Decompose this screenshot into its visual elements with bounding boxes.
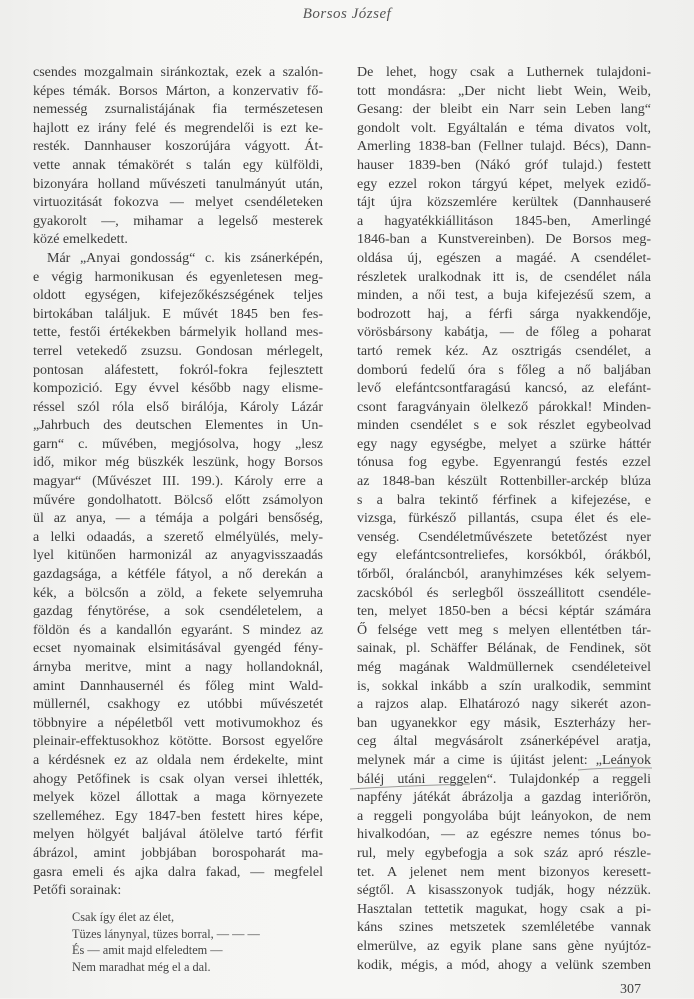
text-line: domború fedelű óra s főleg a nő baljában	[357, 362, 651, 378]
text-line: venség. Csendéletművészete betetőzést nyer	[357, 529, 651, 545]
text-line: ahogy Petőfinek is csak olyan versei ihlették,	[33, 771, 323, 787]
text-line: a lelki odaadás, a szerető elmélyülés, mely-	[33, 529, 323, 545]
text-line: közé emelkedett.	[33, 232, 128, 248]
text-line: melyek közel állottak a maga környezete	[33, 790, 323, 806]
text-line: melyen hölgyét baljával átölelve tartó férfit	[33, 827, 323, 843]
text-line: báléj utáni reggelen“. Tulajdonkép a reggeli	[357, 771, 651, 787]
text-line: pontosan aláfestett, fokról-fokra fejlesztett	[33, 362, 323, 378]
text-line: levő elefántcsontfaragású kancsó, az elefánt-	[357, 381, 651, 397]
poem-line: Csak így élet az élet,	[72, 910, 175, 924]
right-column	[357, 64, 651, 975]
text-line: a rajzos alap. Elhatározó nagy sikerét azon-	[357, 697, 651, 713]
text-line: hajlott ez irány felé és megrendelői is ezt ke-	[33, 120, 323, 136]
poem-line: És — amit majd elfeledtem —	[72, 943, 223, 958]
text-line: terrel vetekedő zsuzsu. Gondosan mérlegelt,	[33, 343, 323, 359]
text-line: is, sokkal inkább a szín uralkodik, semmint	[357, 678, 651, 694]
text-line: bodrozott haj, a férfi sárga nyakkendője,	[357, 306, 651, 322]
text-line: tartó remek kéz. Az osztrigás csendélet, a	[357, 343, 651, 359]
text-line: ten, melyet 1850-ben a bécsi képtár számára	[357, 604, 651, 620]
text-line: gondolt volt. Egyáltalán e téma divatos volt,	[357, 120, 651, 136]
text-line: gazdag fénytörése, a sok csendéletelem, a	[33, 604, 323, 620]
text-line: a hagyatékkiállitáson 1845-ben, Amerlingé	[357, 213, 651, 229]
text-line: ábrázol, amint jobbjában borospoharát ma-	[33, 845, 323, 861]
text-line: szelleméhez. Egy 1847-ben festett hires képe,	[33, 808, 323, 824]
text-line: Petőfi sorainak:	[33, 883, 122, 899]
text-line: tette, festői értékekben bármelyik holland mes-	[33, 325, 323, 341]
text-line: tet. A jelenet nem ment bizonyos keresett-	[357, 864, 651, 880]
text-line: ceg által megvásárolt zsánerképével aratja,	[357, 734, 651, 750]
text-line: művére gondolhatott. Bölcső előtt zsámolyon	[33, 492, 323, 508]
text-line: s a balra tekintő férfinek a kifejezése, e	[357, 492, 651, 508]
text-line: képes témák. Borsos Márton, a konzervativ fő-	[33, 83, 323, 99]
text-line: magyar“ (Művészet III. 199.). Károly erre a	[33, 474, 323, 490]
text-line: kodik, mégis, a mód, ahogy a velünk szemben	[357, 957, 651, 973]
text-line: „Jahrbuch des deutschen Elementes in Un-	[33, 418, 323, 434]
text-line: e végig harmonikusan és egyenletesen meg-	[33, 269, 323, 285]
text-line: oldása új, egészen a magáé. A csendélet-	[357, 250, 651, 266]
text-line: sainak, pl. Schäffer Bélának, de Fendinek, söt	[357, 641, 651, 657]
text-line: kompozició. Egy évvel később nagy elisme-	[33, 381, 323, 397]
left-column	[33, 64, 323, 901]
text-line: gasra emeli és ajka dalra fakad, — megfelel	[33, 864, 323, 880]
text-line: rul, mely egybefogja a sok száz apró részle-	[357, 845, 651, 861]
text-line: pleinair-effektusokhoz kötötte. Borsost egyelőre	[33, 734, 323, 750]
text-line: kék, a bölcsőn a zöld, a fekete selyemruha	[33, 585, 323, 601]
text-line: tájt újra közszemlére kerültek (Dannhauseré	[357, 195, 651, 211]
text-line: réssel szól róla első birálója, Károly Lázár	[33, 399, 323, 415]
text-line: árnyba meritve, mint a nagy hollandoknál,	[33, 660, 323, 675]
text-line: lyel kitünően harmonizál az anyagvisszaadás	[33, 548, 323, 564]
text-line: idő, mikor még büszkék leszünk, hogy Borsos	[33, 455, 323, 471]
text-line: az 1848-ban készült Rottenbiller-arckép blúza	[357, 474, 651, 490]
text-line: bizonyára holland művészeti tanulmányút után,	[33, 176, 323, 192]
text-line: Gesang: der bleibt ein Narr sein Leben lang“	[357, 102, 651, 118]
text-line: hauser 1839-ben (Nákó gróf tulajd.) festett	[357, 157, 651, 173]
text-line: még magának Waldmüllernek csendéleteivel	[357, 660, 651, 675]
text-line: amint Dannhausernél és főleg mint Wald-	[33, 678, 323, 694]
text-line: egy nagy egységbe, melyet a szürke háttér	[357, 436, 651, 452]
text-line: ül az anya, — a témája a polgári bensőség,	[33, 511, 323, 527]
text-line: többnyire a népéletből vett motivumokhoz és	[33, 715, 323, 731]
text-line: müllernél, csakhogy ez utóbbi művészetét	[33, 697, 323, 713]
text-line: birtokában találjuk. E művét 1845 ben fes-	[33, 306, 323, 322]
poem-line: Nem maradhat még el a dal.	[72, 959, 211, 974]
text-line: ségtől. A kisasszonyok tudják, hogy nézzük.	[357, 883, 651, 899]
text-line: a reggeli pongyolába bújt leányokon, de nem	[357, 808, 651, 824]
text-line: oldott egységen, kifejezőkészségének teljes	[33, 288, 323, 304]
text-line: garn“ c. művében, megjósolva, hogy „lesz	[33, 436, 323, 452]
text-line: vizsga, fürkésző pillantás, csupa élet és ele-	[357, 511, 651, 527]
text-line: csendes mozgalmain siránkoztak, ezek a szalón-	[33, 65, 323, 80]
text-line: ban ugyanekkor egy másik, Eszterházy her-	[357, 715, 651, 731]
text-line: nemesség zsurnalistájának fia természetesen	[33, 102, 323, 118]
text-line: Ő felsége vett meg s melyen ellentétben tár-	[357, 622, 651, 638]
page-number: 307	[620, 982, 641, 997]
text-line: gazdagsága, a kétféle fátyol, a nő derekán a	[33, 567, 323, 583]
text-line: elmerülve, az egyik plane sans gène nyújtóz-	[357, 938, 651, 954]
text-line: földön és a kandallón egyaránt. S mindez az	[33, 622, 323, 638]
text-line: vörösbársony kabátja, — de főleg a poharat	[357, 325, 651, 341]
text-line: De lehet, hogy csak a Luthernek tulajdoni-	[357, 65, 651, 80]
text-line: Hasztalan tettetik magukat, hogy csak a pi-	[357, 901, 651, 917]
text-line: tónusa fog egybe. Egyenrangú festés ezzel	[357, 455, 651, 471]
text-line: káns szines metszetek szemléletébe vannak	[357, 920, 651, 936]
text-line: zacskóból és serlegből összeállitott csendéle-	[357, 585, 651, 601]
text-line: Már „Anyai gondosság“ c. kis zsánerképén,	[47, 250, 323, 266]
text-line: minden csendélet s e sok részlet egybeolvad	[357, 418, 651, 434]
text-line: 1846-ban a Kunstvereinben). De Borsos meg-	[357, 232, 651, 248]
text-line: ecset nyomainak elsimitásával gyengéd fény-	[33, 641, 323, 657]
text-line: virtuozitását fokozva — melyet csendéleteken	[33, 195, 323, 211]
text-line: csont faragványain ölelkező párokkal! Minden-	[357, 399, 651, 415]
text-line: részletek uralkodnak itt is, de csendélet nála	[357, 269, 651, 285]
poem-quotation	[72, 909, 260, 975]
text-line: tőrből, óraláncból, aranyhimzéses kék selyem-	[357, 567, 651, 583]
text-line: melynek már a cime is újitást jelent: „Leányok	[357, 752, 651, 768]
text-line: egy elefántcsontreliefes, korsókból, órákból,	[357, 548, 651, 564]
text-line: hivalkodóan, — az egészre nemes tónus bo-	[357, 827, 651, 843]
poem-line: Tüzes lánynyal, tüzes borral, — — —	[72, 926, 260, 941]
text-line: a kérdésnek ez az oldala nem érdekelte, mint	[33, 752, 323, 768]
text-line: resték. Dannhauser koszorújára vágyott. Át-	[33, 139, 323, 155]
text-line: vette annak témakörét s talán egy külföldi,	[33, 157, 323, 173]
text-line: minden, a női test, a buja kifejezésű szem, a	[357, 288, 651, 304]
text-line: Amerling 1838-ban (Fellner tulajd. Bécs), Dann-	[357, 139, 651, 155]
running-head: Borsos József	[302, 6, 392, 22]
text-line: tott mondásra: „Der nicht liebt Wein, Weib,	[357, 83, 651, 99]
text-line: gyakorolt —, mihamar a legelső mesterek	[33, 213, 323, 229]
text-line: egy ezzel rokon tárgyú képet, melyek ezidő-	[357, 176, 651, 192]
text-line: napfény játékát ábrázolja a gazdag interiőrön,	[357, 790, 651, 806]
